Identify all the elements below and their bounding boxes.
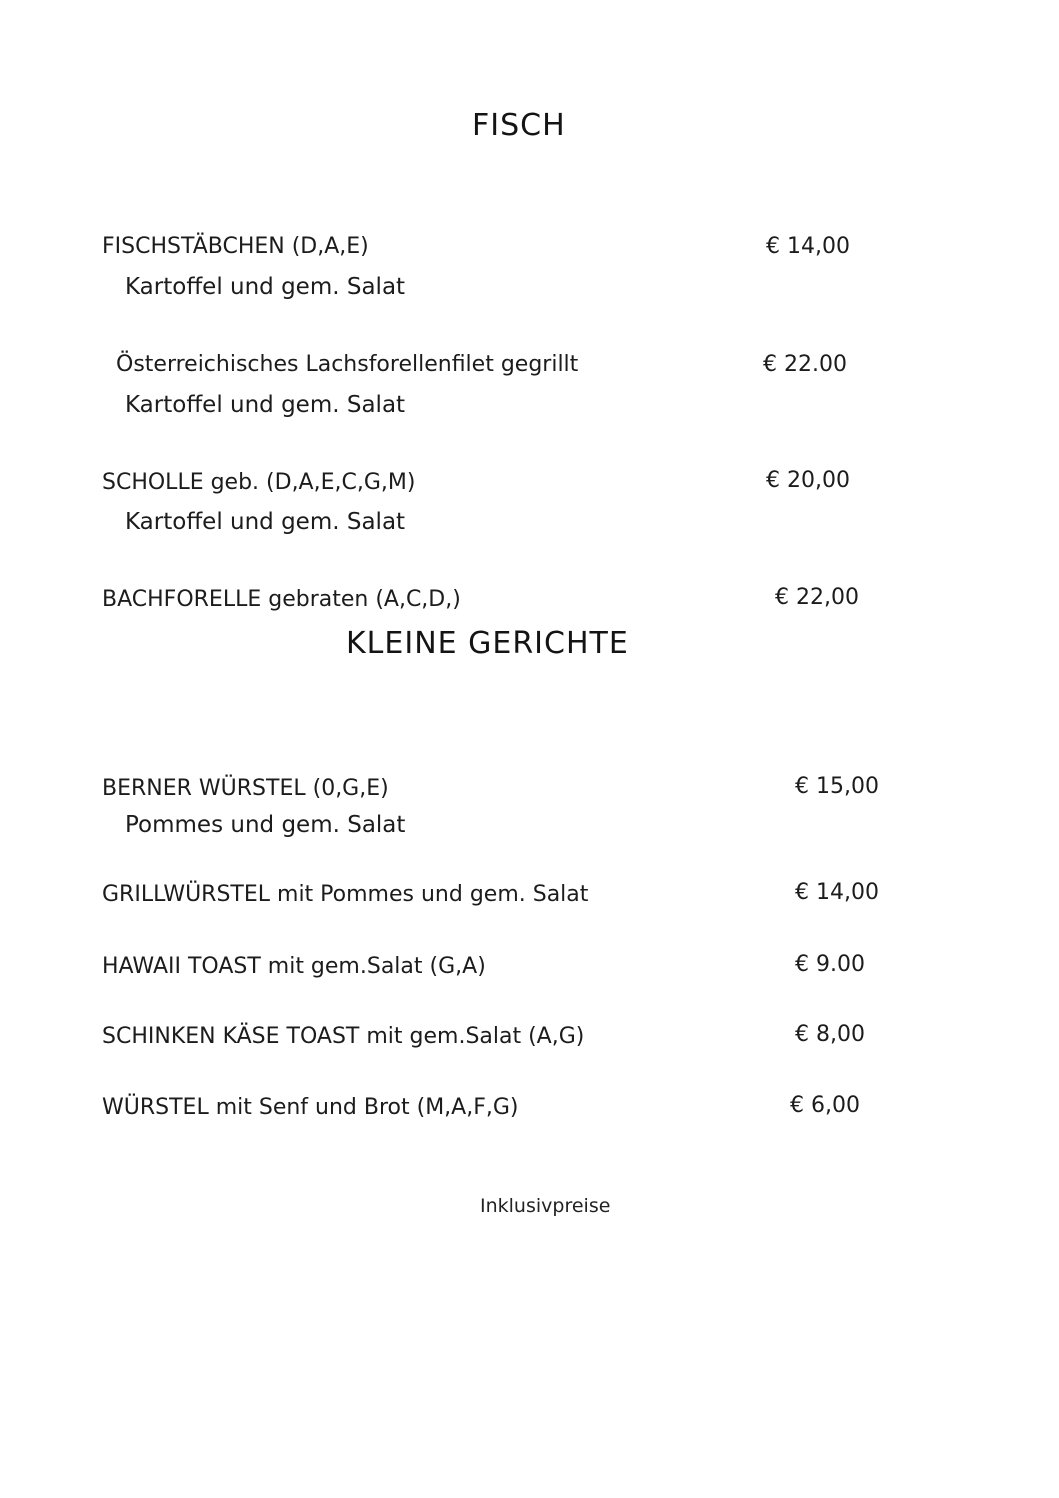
price-note: Inklusivpreise (480, 1195, 611, 1217)
menu-item-description: Pommes und gem. Salat (125, 812, 406, 838)
menu-item-name: SCHINKEN KÄSE TOAST mit gem.Salat (A,G) (102, 1024, 585, 1049)
menu-item-price: € 14,00 (795, 880, 879, 905)
menu-item-price: € 20,00 (766, 468, 850, 493)
menu-item-price: € 22,00 (775, 585, 859, 610)
menu-item-price: € 6,00 (790, 1093, 860, 1118)
menu-item-description: Kartoffel und gem. Salat (125, 509, 406, 535)
menu-item-price: € 22.00 (763, 352, 847, 377)
menu-item-price: € 8,00 (795, 1022, 865, 1047)
menu-item-name: BACHFORELLE gebraten (A,C,D,) (102, 587, 461, 612)
menu-item-name: FISCHSTÄBCHEN (D,A,E) (102, 234, 369, 259)
menu-item-name: Österreichisches Lachsforellenfilet gegrillt (116, 352, 579, 377)
menu-item-price: € 9.00 (795, 952, 865, 977)
menu-item-price: € 14,00 (766, 234, 850, 259)
menu-item-description: Kartoffel und gem. Salat (125, 274, 406, 300)
menu-item-name: WÜRSTEL mit Senf und Brot (M,A,F,G) (102, 1095, 519, 1120)
menu-item-description: Kartoffel und gem. Salat (125, 392, 406, 418)
menu-item-name: SCHOLLE geb. (D,A,E,C,G,M) (102, 470, 416, 495)
menu-item-name: BERNER WÜRSTEL (0,G,E) (102, 776, 389, 801)
menu-item-name: GRILLWÜRSTEL mit Pommes und gem. Salat (102, 882, 589, 907)
menu-item-price: € 15,00 (795, 774, 879, 799)
section-title-fisch: FISCH (472, 108, 566, 143)
menu-item-name: HAWAII TOAST mit gem.Salat (G,A) (102, 954, 486, 979)
section-title-kleine-gerichte: KLEINE GERICHTE (346, 626, 629, 661)
